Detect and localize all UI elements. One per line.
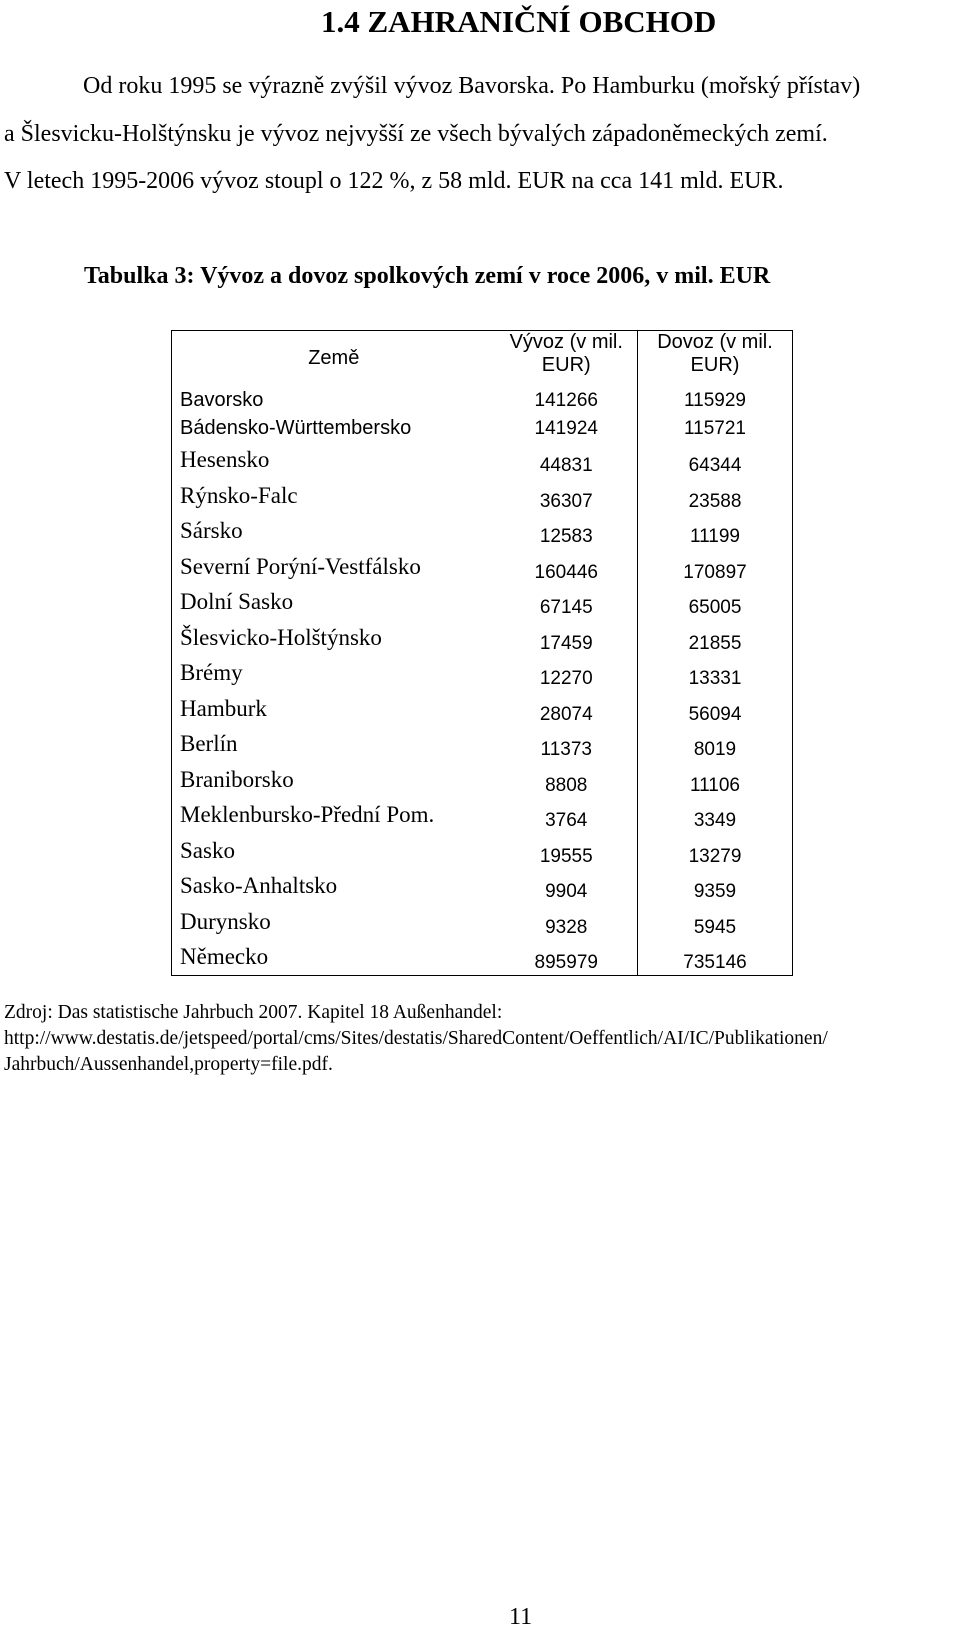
table-row — [172, 387, 793, 415]
import-cell: 11106 — [689, 774, 740, 796]
header-export-line: EUR) — [541, 354, 591, 376]
country-cell: Šlesvicko-Holštýnsko — [180, 624, 382, 650]
table-row — [172, 415, 793, 443]
country-cell: Sasko — [180, 837, 235, 863]
import-cell: 5945 — [693, 916, 737, 938]
export-cell: 12583 — [496, 514, 638, 550]
import-cell: 115929 — [684, 389, 746, 411]
country-cell: Durynsko — [180, 908, 271, 934]
table-row — [172, 727, 793, 763]
table-caption: Tabulka 3: Vývoz a dovoz spolkových zemí v roce 2006, v mil. EUR — [84, 263, 771, 289]
import-cell: 65005 — [688, 597, 742, 618]
table-row — [172, 514, 793, 550]
table-row — [172, 798, 793, 834]
import-cell: 21855 — [688, 632, 742, 654]
country-cell: Severní Porýní-Vestfálsko — [180, 553, 421, 579]
intro-line: V letech 1995-2006 vývoz stoupl o 122 %, z 58 mld. EUR na cca 141 mld. EUR. — [4, 168, 784, 194]
intro-line: Od roku 1995 se výrazně zvýšil vývoz Bavorska. Po Hamburku (mořský přístav) — [83, 73, 861, 99]
export-cell: 3764 — [496, 798, 638, 834]
section-heading: 1.4 ZAHRANIČNÍ OBCHOD — [321, 4, 717, 39]
export-cell: 28074 — [496, 691, 638, 727]
export-cell: 67145 — [496, 585, 638, 621]
table-row — [172, 904, 793, 940]
export-cell: 9328 — [496, 904, 638, 940]
export-cell: 12270 — [496, 656, 638, 692]
country-cell: Německo — [180, 943, 269, 969]
header-import — [638, 331, 793, 387]
export-cell: 160446 — [496, 549, 638, 585]
import-cell: 8019 — [693, 739, 737, 760]
import-cell: 735146 — [683, 951, 747, 973]
header-import-line: Dovoz (v mil. — [657, 331, 773, 353]
import-cell: 56094 — [688, 703, 742, 725]
table-row — [172, 620, 793, 656]
country-cell: Rýnsko-Falc — [180, 482, 298, 508]
table-row — [172, 443, 793, 479]
table-row — [172, 656, 793, 692]
export-cell: 11373 — [496, 727, 638, 763]
source-line: Zdroj: Das statistische Jahrbuch 2007. Kapitel 18 Außenhandel: — [4, 1002, 503, 1023]
export-cell: 44831 — [496, 443, 638, 479]
import-cell: 13279 — [688, 845, 742, 867]
header-import-line: EUR) — [690, 354, 740, 376]
country-cell: Dolní Sasko — [180, 589, 294, 614]
intro-line: a Šlesvicku-Holštýnsku je vývoz nejvyšší ze všech bývalých západoněmeckých zemí. — [4, 121, 828, 147]
export-cell: 895979 — [496, 940, 638, 976]
export-cell: 36307 — [496, 478, 638, 514]
table-row — [172, 762, 793, 798]
import-cell: 170897 — [683, 561, 747, 583]
source-url-line: http://www.destatis.de/jetspeed/portal/cms/Sites/destatis/SharedContent/Oeffentlich/AI/IC/Publikationen/ — [4, 1028, 828, 1049]
import-cell: 11199 — [689, 526, 740, 547]
table-row — [172, 691, 793, 727]
table-row — [172, 869, 793, 905]
table-row — [172, 833, 793, 869]
trade-table — [171, 330, 793, 976]
country-cell: Brémy — [180, 660, 243, 685]
import-cell: 9359 — [693, 881, 737, 902]
country-cell: Meklenbursko-Přední Pom. — [180, 802, 435, 827]
page-number: 11 — [509, 1604, 533, 1630]
export-cell: 19555 — [496, 833, 638, 869]
export-cell: 141266 — [496, 387, 638, 415]
header-country: Země — [308, 347, 360, 370]
header-export — [496, 331, 638, 387]
source-url-line: Jahrbuch/Aussenhandel,property=file.pdf. — [4, 1054, 333, 1075]
table-header-row — [172, 331, 793, 387]
import-cell: 3349 — [693, 810, 737, 831]
table-row-total — [172, 940, 793, 976]
country-cell: Berlín — [180, 731, 238, 756]
country-cell: Sasko-Anhaltsko — [180, 873, 338, 898]
table-row — [172, 478, 793, 514]
table-row — [172, 585, 793, 621]
country-cell: Hesensko — [180, 447, 270, 472]
table-row — [172, 549, 793, 585]
import-cell: 64344 — [688, 455, 742, 476]
header-export-line: Vývoz (v mil. — [509, 331, 623, 353]
country-cell: Braniborsko — [180, 766, 294, 792]
export-cell: 8808 — [496, 762, 638, 798]
import-cell: 23588 — [688, 490, 742, 512]
export-cell: 141924 — [496, 415, 638, 443]
export-cell: 17459 — [496, 620, 638, 656]
country-cell: Bádensko-Württembersko — [180, 416, 412, 439]
export-cell: 9904 — [496, 869, 638, 905]
import-cell: 13331 — [688, 668, 742, 689]
country-cell: Sársko — [180, 518, 243, 543]
country-cell: Bavorsko — [180, 388, 264, 411]
country-cell: Hamburk — [180, 695, 267, 721]
import-cell: 115721 — [684, 417, 746, 439]
